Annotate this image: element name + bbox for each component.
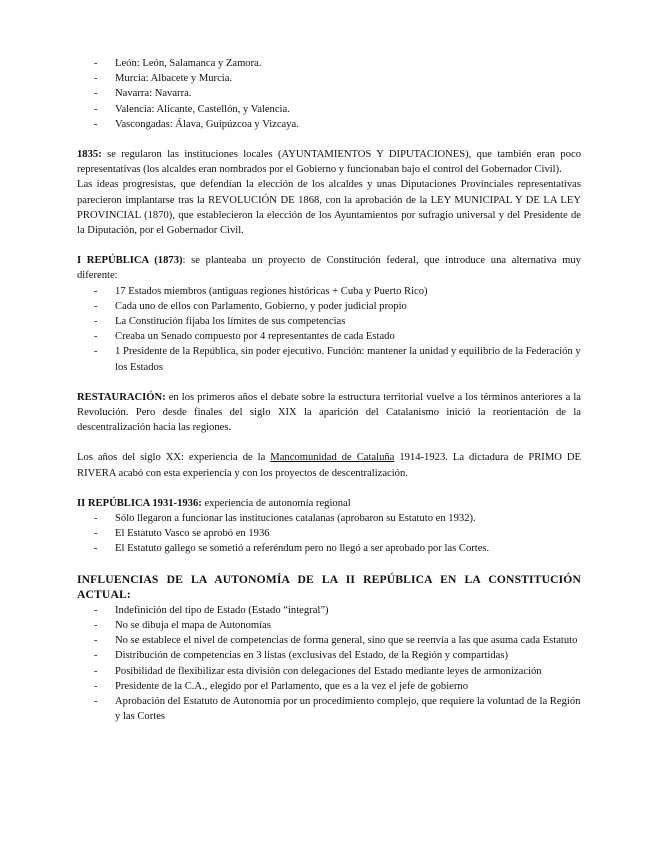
list-item: - 17 Estados miembros (antiguas regiones históricas + Cuba y Puerto Rico) bbox=[77, 284, 581, 299]
influencias-heading: INFLUENCIAS DE LA AUTONOMÍA DE LA II REPÚBLICA EN LA CONSTITUCIÓN ACTUAL: bbox=[77, 572, 581, 602]
regions-list bbox=[77, 56, 581, 132]
republica-1-list bbox=[77, 284, 581, 375]
list-item: - Indefinición del tipo de Estado (Estado “integral”) bbox=[77, 603, 581, 618]
mancomunidad-link[interactable]: Mancomunidad de Cataluña bbox=[270, 452, 395, 464]
list-item: - 1 Presidente de la República, sin poder ejecutivo. Función: mantener la unidad y equilibrio de la Federación y los Estados bbox=[77, 344, 581, 374]
text-republica-1: : se planteaba un proyecto de Constitución federal, que introduce una alternativa muy diferente: bbox=[77, 255, 581, 282]
list-item: - Murcia: Albacete y Murcia. bbox=[77, 71, 581, 86]
paragraph-progresistas: Las ideas progresistas, que defendían la elección de los alcaldes y unas Diputaciones Provinciales representativas parecieron implantarse tras la REVOLUCIÓN DE 1868, con la aprobación de la LEY MUNICIPAL Y DE LA LEY PROVINCIAL (1870), que establecieron la elección de los Ayuntamientos por sufragio universal y del Presidente de la Diputación, por el Gobernador Civil. bbox=[77, 179, 581, 237]
text-siglo-xx-pre: Los años del siglo XX: experiencia de la bbox=[77, 452, 271, 464]
list-item: - Sólo llegaron a funcionar las instituciones catalanas (aprobaron su Estatuto en 1932). bbox=[77, 511, 581, 526]
list-item: - El Estatuto gallego se sometió a referéndum pero no llegó a ser aprobado por las Cortes. bbox=[77, 541, 581, 556]
list-item: - La Constitución fijaba los límites de sus competencias bbox=[77, 314, 581, 329]
paragraph-republica-2 bbox=[77, 496, 581, 511]
list-item: - Cada uno de ellos con Parlamento, Gobierno, y poder judicial propio bbox=[77, 299, 581, 314]
list-item: - Creaba un Senado compuesto por 4 representantes de cada Estado bbox=[77, 329, 581, 344]
republica-2-list bbox=[77, 511, 581, 557]
lead-republica-1: I REPÚBLICA (1873) bbox=[77, 255, 183, 267]
list-item: - El Estatuto Vasco se aprobó en 1936 bbox=[77, 526, 581, 541]
paragraph-restauracion bbox=[77, 390, 581, 436]
list-item: - Distribución de competencias en 3 listas (exclusivas del Estado, de la Región y compartidas) bbox=[77, 648, 581, 663]
text-restauracion: en los primeros años el debate sobre la estructura territorial vuelve a los términos anteriores a la Revolución. Pero desde finales del siglo XIX la aparición del Catalanismo inició la reorientación de la descentralización hacia las regiones. bbox=[77, 391, 581, 434]
paragraph-1835 bbox=[77, 147, 581, 177]
paragraph-republica-1 bbox=[77, 253, 581, 283]
list-item: - Presidente de la C.A., elegido por el Parlamento, que es a la vez el jefe de gobierno bbox=[77, 679, 581, 694]
lead-1835: 1835: bbox=[77, 149, 102, 161]
list-item: - Valencia: Alicante, Castellón, y Valencia. bbox=[77, 102, 581, 117]
list-item: - Posibilidad de flexibilizar esta división con delegaciones del Estado mediante leyes de armonización bbox=[77, 664, 581, 679]
list-item: - León: León, Salamanca y Zamora. bbox=[77, 56, 581, 71]
text-siglo-xx-post: 1914-1923. La dictadura de PRIMO DE RIVERA acabó con esta experiencia y con los proyectos de descentralización. bbox=[77, 452, 581, 479]
list-item: - Aprobación del Estatuto de Autonomía por un procedimiento complejo, que requiere la voluntad de la Región y las Cortes bbox=[77, 694, 581, 724]
lead-restauracion: RESTAURACIÓN: bbox=[77, 391, 166, 403]
list-item: - No se dibuja el mapa de Autonomías bbox=[77, 618, 581, 633]
text-republica-2: experiencia de autonomía regional bbox=[201, 497, 351, 509]
list-item: - Navarra: Navarra. bbox=[77, 86, 581, 101]
text-1835: se regularon las instituciones locales (AYUNTAMIENTOS Y DIPUTACIONES), que también eran poco representativas (los alcaldes eran nombrados por el Gobierno y funcionaban bajo el control del Gobernador Civil). bbox=[77, 149, 581, 176]
lead-republica-2: II REPÚBLICA 1931-1936: bbox=[77, 497, 202, 509]
paragraph-siglo-xx bbox=[77, 450, 581, 480]
influencias-list bbox=[77, 603, 581, 725]
list-item: - No se establece el nivel de competencias de forma general, sino que se reenvía a las que asuma cada Estatuto bbox=[77, 633, 581, 648]
list-item: - Vascongadas: Álava, Guipúzcoa y Vizcaya. bbox=[77, 117, 581, 132]
